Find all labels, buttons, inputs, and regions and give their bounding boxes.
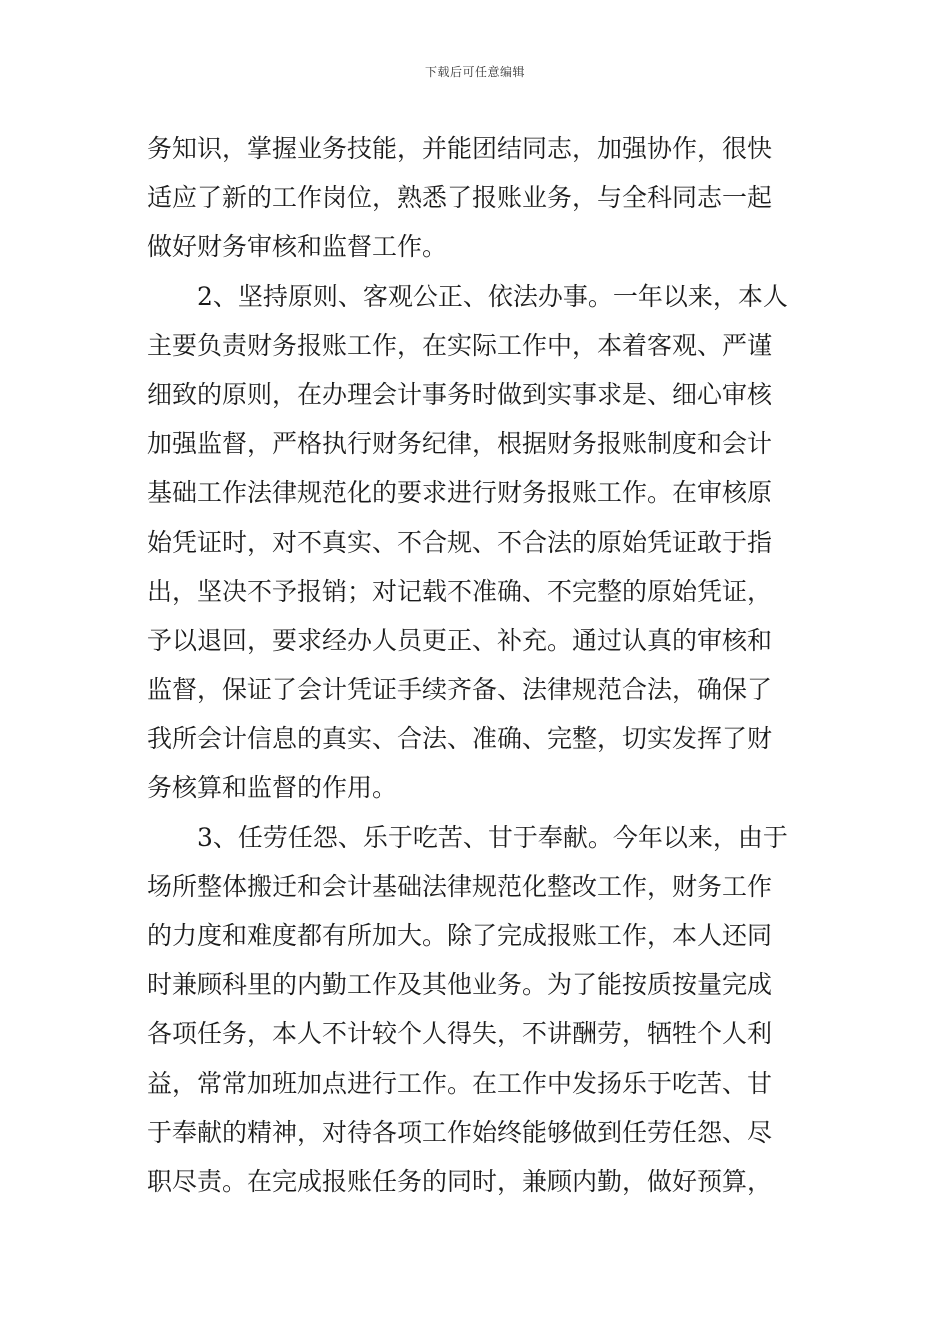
text-line: 主要负责财务报账工作，在实际工作中，本着客观、严谨 — [147, 330, 773, 360]
text-line: 细致的原则，在办理会计事务时做到实事求是、细心审核 — [147, 379, 773, 409]
text-line: 适应了新的工作岗位，熟悉了报账业务，与全科同志一起 — [147, 183, 773, 213]
text-line: 各项任务，本人不计较个人得失，不讲酬劳，牺牲个人利 — [147, 1019, 773, 1049]
text-line: 时兼顾科里的内勤工作及其他业务。为了能按质按量完成 — [147, 970, 773, 1000]
page-header: 下载后可任意编辑 — [424, 65, 525, 79]
document-body — [147, 124, 807, 1206]
text-line: 务核算和监督的作用。 — [147, 773, 398, 803]
text-line: 始凭证时，对不真实、不合规、不合法的原始凭证敢于指 — [147, 527, 773, 557]
text-line: 予以退回，要求经办人员更正、补充。通过认真的审核和 — [147, 625, 773, 655]
text-line: 的力度和难度都有所加大。除了完成报账工作，本人还同 — [147, 921, 773, 950]
text-line: 务知识，掌握业务技能，并能团结同志，加强协作，很快 — [147, 134, 773, 163]
text-line: 我所会计信息的真实、合法、准确、完整，切实发挥了财 — [147, 724, 773, 754]
text-line: 职尽责。在完成报账任务的同时，兼顾内勤，做好预算， — [147, 1166, 773, 1196]
text-line: 做好财务审核和监督工作。 — [147, 232, 448, 262]
text-line: 出，坚决不予报销；对记载不准确、不完整的原始凭证， — [147, 576, 773, 606]
text-line: 监督，保证了会计凭证手续齐备、法律规范合法，确保了 — [147, 675, 773, 705]
text-line: 益，常常加班加点进行工作。在工作中发扬乐于吃苦、甘 — [147, 1068, 773, 1098]
text-line: 基础工作法律规范化的要求进行财务报账工作。在审核原 — [147, 478, 773, 508]
text-line: 加强监督，严格执行财务纪律，根据财务报账制度和会计 — [147, 429, 773, 459]
text-line: 于奉献的精神，对待各项工作始终能够做到任劳任怨、尽 — [147, 1117, 773, 1147]
text-line: 场所整体搬迁和会计基础法律规范化整改工作，财务工作 — [147, 871, 773, 901]
text-line: 3、任劳任怨、乐于吃苦、甘于奉献。今年以来，由于 — [197, 822, 788, 852]
text-line: 2、坚持原则、客观公正、依法办事。一年以来，本人 — [197, 281, 788, 311]
